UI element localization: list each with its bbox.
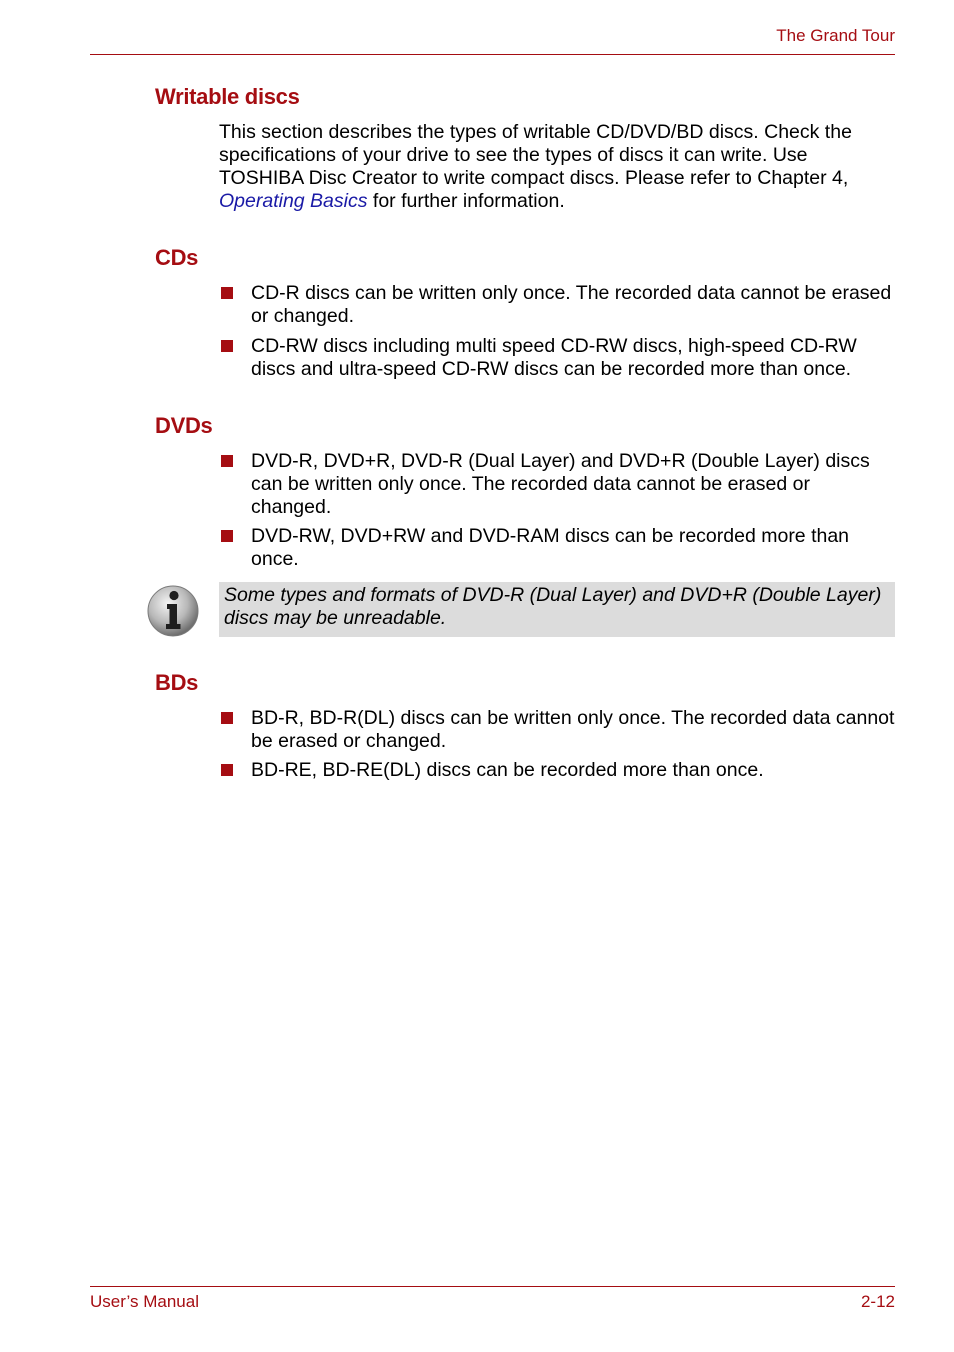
writable-intro-end: for further information.	[367, 190, 565, 212]
list-item	[219, 450, 895, 519]
square-bullet-icon	[221, 764, 233, 776]
heading-dvds: DVDs	[155, 413, 213, 438]
list-item-text: DVD-RW, DVD+RW and DVD-RAM discs can be recorded more than once.	[251, 525, 850, 570]
page-number: 2-12	[860, 1292, 895, 1311]
operating-basics-link[interactable]: Operating Basics	[219, 190, 368, 212]
running-header: The Grand Tour	[776, 26, 895, 45]
header-rule	[90, 54, 895, 55]
square-bullet-icon	[221, 340, 233, 352]
writable-intro-text: This section describes the types of writable CD/DVD/BD discs. Check the specifications of your drive to see the types of discs it can write. Use TOSHIBA Disc Creator to write compact discs. Please refer to Chapter 4,	[219, 121, 852, 189]
writable-intro-paragraph	[219, 121, 891, 213]
heading-writable-discs: Writable discs	[155, 84, 300, 109]
list-item-text: DVD-R, DVD+R, DVD-R (Dual Layer) and DVD+R (Double Layer) discs can be written only once. The recorded data cannot be erased or changed.	[251, 450, 870, 518]
square-bullet-icon	[221, 455, 233, 467]
note-box	[219, 582, 895, 637]
footer-rule	[90, 1286, 895, 1287]
footer-manual-title: User’s Manual	[90, 1292, 199, 1311]
square-bullet-icon	[221, 712, 233, 724]
list-item	[219, 282, 895, 328]
heading-bds: BDs	[155, 670, 199, 695]
list-item-text: CD-R discs can be written only once. The recorded data cannot be erased or changed.	[251, 282, 892, 327]
list-item	[219, 335, 895, 381]
info-icon	[146, 584, 200, 638]
list-item-text: BD-RE, BD-RE(DL) discs can be recorded more than once.	[251, 759, 764, 781]
heading-cds: CDs	[155, 245, 199, 270]
note-text: Some types and formats of DVD-R (Dual Layer) and DVD+R (Double Layer) discs may be unreadable.	[224, 584, 882, 629]
square-bullet-icon	[221, 287, 233, 299]
list-item	[219, 525, 895, 571]
list-item-text: BD-R, BD-R(DL) discs can be written only once. The recorded data cannot be erased or changed.	[251, 707, 895, 752]
square-bullet-icon	[221, 530, 233, 542]
list-item	[219, 707, 895, 753]
list-item-text: CD-RW discs including multi speed CD-RW discs, high-speed CD-RW discs and ultra-speed CD-RW discs can be recorded more than once.	[251, 335, 857, 380]
list-item	[219, 759, 895, 782]
